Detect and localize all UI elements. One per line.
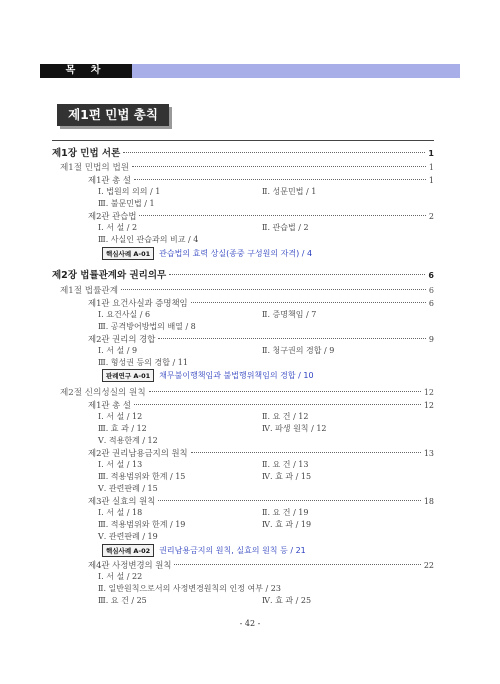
page-number: - 42 - (239, 619, 261, 628)
part-title: 제1편 민법 총칙 (57, 104, 169, 126)
toc-chapter-1[interactable]: 제1장 민법 서론 1 (52, 148, 434, 159)
case-badge-label: 핵심사례 A-02 (102, 544, 154, 557)
toc-item[interactable]: Ⅳ. 효 과 / 25 (262, 596, 312, 605)
case-badge-label: 판례연구 A-01 (102, 369, 154, 382)
toc-item[interactable]: Ⅱ. 증명책임 / 7 (262, 310, 317, 319)
toc-subsection[interactable]: 제1관 총 설 1 (88, 175, 434, 185)
toc-item[interactable]: Ⅲ. 불문민법 / 1 (98, 199, 155, 208)
toc-item[interactable]: Ⅰ. 서 설 / 2 (98, 223, 138, 232)
toc-section[interactable]: 제1절 법률관계 6 (60, 286, 434, 296)
toc-item[interactable]: Ⅰ. 요건사실 / 6 (98, 310, 151, 319)
toc-header-tag: 목 차 (40, 64, 132, 78)
toc-item[interactable]: Ⅴ. 관련판례 / 19 (98, 532, 158, 541)
divider (52, 140, 434, 141)
toc-subsection[interactable]: 제3관 실효의 원칙 18 (88, 496, 434, 506)
toc-item[interactable]: Ⅳ. 효 과 / 19 (262, 520, 312, 529)
case-badge-label: 핵심사례 A-01 (102, 247, 154, 260)
toc-subsection[interactable]: 제2관 관습법 2 (88, 211, 434, 221)
toc-item[interactable]: Ⅱ. 일반원칙으로서의 사정변경원칙의 인정 여부 / 23 (98, 584, 281, 593)
toc-item[interactable]: Ⅳ. 파생 원칙 / 12 (262, 424, 327, 433)
toc-case-badge[interactable] (102, 247, 312, 260)
header-bar (40, 64, 460, 78)
toc-item[interactable]: Ⅱ. 요 건 / 19 (262, 508, 309, 517)
case-badge-text: 관습법의 효력 상실(종중 구성원의 자격) / 4 (159, 249, 313, 258)
toc-item[interactable]: Ⅲ. 형성권 등의 경합 / 11 (98, 358, 188, 367)
toc-subsection[interactable]: 제1관 총 설 12 (88, 400, 434, 410)
toc-subsection[interactable]: 제2관 권리의 경합 9 (88, 334, 434, 344)
toc-item[interactable]: Ⅲ. 적용범위와 한계 / 19 (98, 520, 186, 529)
toc-item[interactable]: Ⅱ. 성문민법 / 1 (262, 187, 317, 196)
toc-subsection[interactable]: 제4관 사정변경의 원칙 22 (88, 560, 434, 570)
toc-item[interactable]: Ⅰ. 서 설 / 9 (98, 346, 138, 355)
toc-section[interactable]: 제2절 신의성실의 원칙 12 (60, 388, 434, 398)
toc-subsection[interactable]: 제2관 권리남용금지의 원칙 13 (88, 448, 434, 458)
toc-item[interactable]: Ⅴ. 관련판례 / 15 (98, 484, 158, 493)
toc-item[interactable]: Ⅲ. 공격방어방법의 배열 / 8 (98, 322, 196, 331)
toc-item[interactable]: Ⅱ. 요 건 / 12 (262, 412, 309, 421)
toc-item[interactable]: Ⅰ. 서 설 / 18 (98, 508, 143, 517)
toc-case-badge[interactable] (102, 544, 306, 557)
toc-item[interactable]: Ⅳ. 효 과 / 15 (262, 472, 312, 481)
toc-section[interactable]: 제1절 민법의 법원 1 (60, 163, 434, 173)
toc-subsection[interactable]: 제1관 요건사실과 증명책임 6 (88, 298, 434, 308)
toc-item[interactable]: Ⅱ. 요 건 / 13 (262, 460, 309, 469)
toc-chapter-2[interactable]: 제2장 법률관계와 권리의무 6 (52, 270, 434, 281)
toc-item[interactable]: Ⅰ. 서 설 / 13 (98, 460, 143, 469)
toc-item[interactable]: Ⅰ. 서 설 / 22 (98, 572, 143, 581)
toc-item[interactable]: Ⅴ. 적용한계 / 12 (98, 436, 158, 445)
toc-item[interactable]: Ⅰ. 법원의 의의 / 1 (98, 187, 161, 196)
toc-item[interactable]: Ⅰ. 서 설 / 12 (98, 412, 143, 421)
toc-case-badge[interactable] (102, 369, 314, 382)
toc-item[interactable]: Ⅲ. 요 건 / 25 (98, 596, 147, 605)
toc-item[interactable]: Ⅱ. 청구권의 경합 / 9 (262, 346, 335, 355)
toc-item[interactable]: Ⅲ. 적용범위와 한계 / 15 (98, 472, 186, 481)
toc-item[interactable]: Ⅱ. 관습법 / 2 (262, 223, 309, 232)
toc-item[interactable]: Ⅲ. 효 과 / 12 (98, 424, 147, 433)
case-badge-text: 권리남용금지의 원칙, 실효의 원칙 등 / 21 (159, 546, 306, 555)
toc-item[interactable]: Ⅲ. 사실인 관습과의 비교 / 4 (98, 235, 199, 244)
case-badge-text: 채무불이행책임과 불법행위책임의 경합 / 10 (159, 371, 314, 380)
